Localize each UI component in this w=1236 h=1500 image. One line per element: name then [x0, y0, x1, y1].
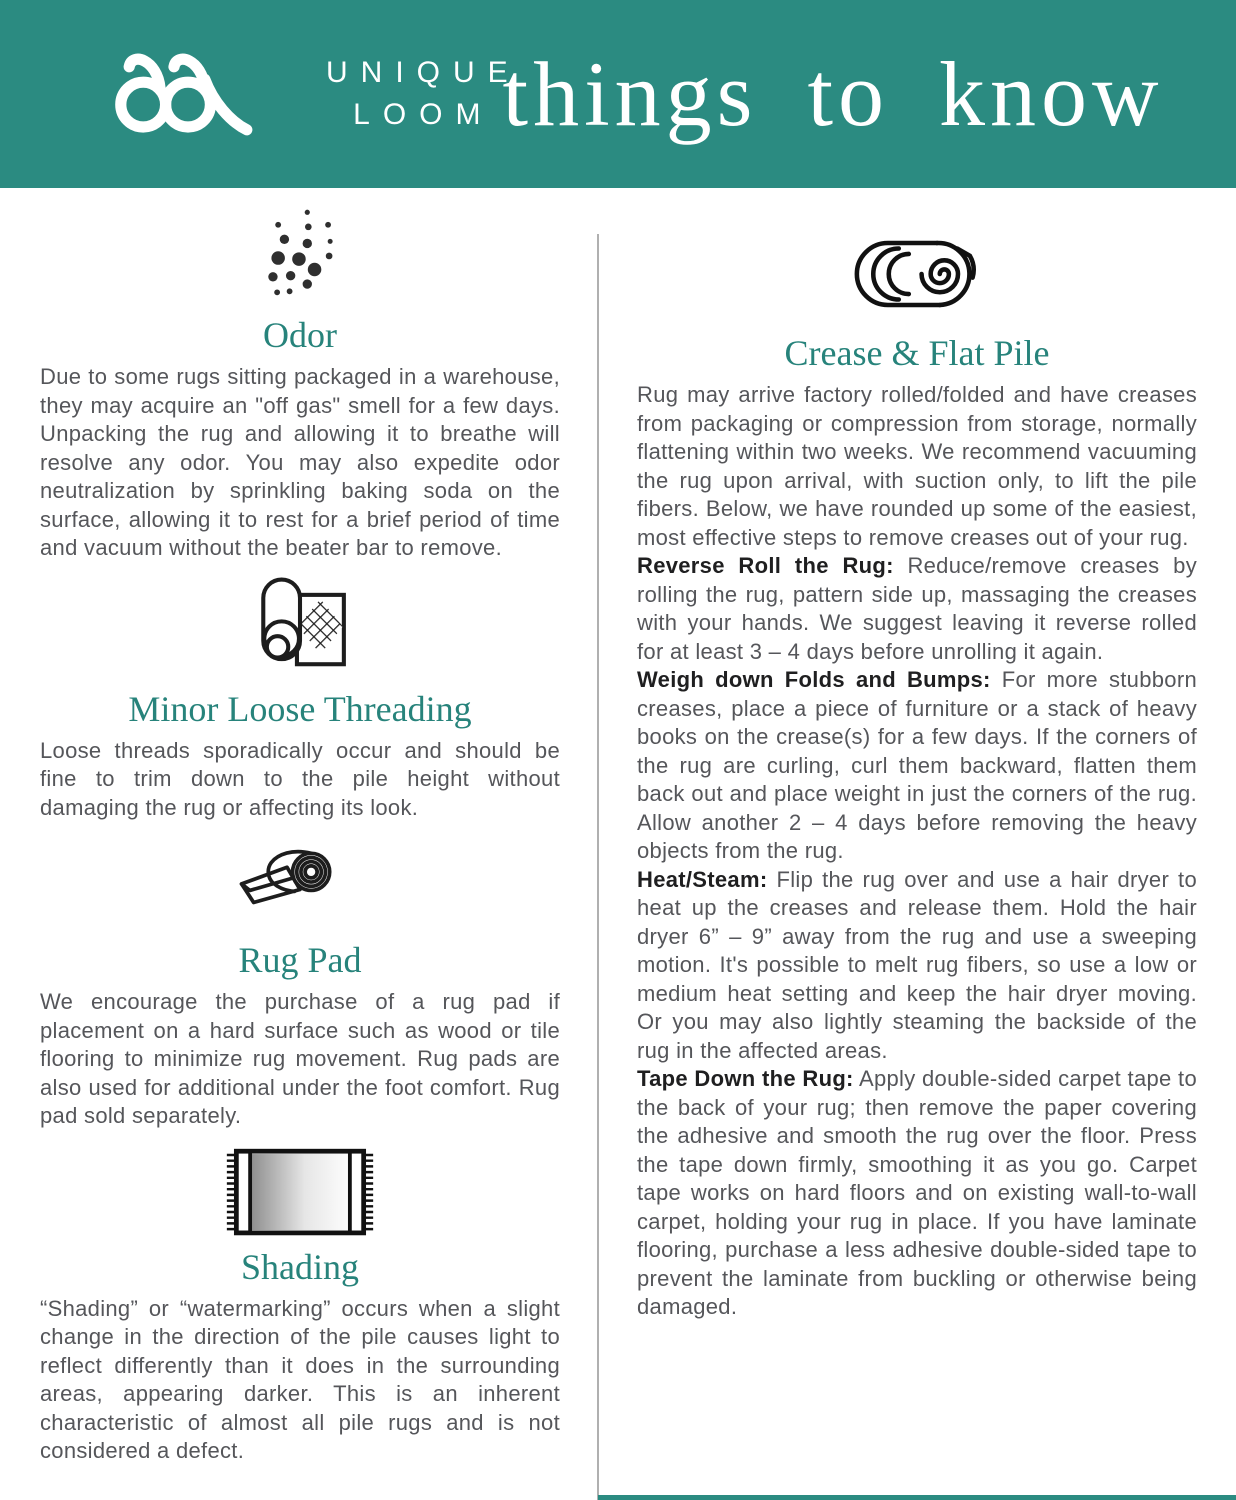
right-column [637, 188, 1197, 1322]
brand-line-unique: UNIQUE [326, 56, 521, 89]
header-banner [0, 0, 1236, 188]
column-divider [597, 234, 599, 1500]
unique-loom-logo-icon [104, 42, 314, 142]
brand-line-loom: LOOM [353, 98, 494, 131]
tip-body-heat-steam: Flip the rug over and use a hair dryer to heat up the creases and release them. Hold the hair dryer 6” – 9” away from the rug and use a sweeping motion. It's possible to melt rug fibers, so use a low or medium heat setting and keep the hair dryer moving. Or you may also lightly steaming the backside of the rug in the affected areas. [637, 866, 1197, 1063]
section-body-odor: Due to some rugs sitting packaged in a warehouse, they may acquire an "off gas" smell for a few days. Unpacking the rug and allowing it to breathe will resolve any odor. You may also expedite odor neutralization by sprinkling baking soda on the surface, allowing it to rest for a brief period of time and vacuum without the beater bar to remove. [40, 364, 560, 560]
section-body-threading: Loose threads sporadically occur and should be fine to trim down to the pile height without damaging the rug or affecting its look. [40, 737, 560, 820]
rug-pad-roll-icon [40, 832, 560, 934]
tip-tape-down [637, 1065, 1197, 1322]
tip-lead-tape-down: Tape Down the Rug: [637, 1066, 854, 1091]
tip-reverse-roll [637, 552, 1197, 666]
section-heading-shading: Shading [240, 1246, 359, 1287]
section-heading-threading: Minor Loose Threading [128, 688, 472, 729]
section-body-rug-pad: We encourage the purchase of a rug pad if placement on a hard surface such as wood or tile flooring to minimize rug movement. Rug pads are also used for additional under the foot comfort. Rug pad sold separately. [40, 989, 560, 1128]
page-title: things to know [502, 43, 1164, 145]
shaded-rug-icon [40, 1145, 560, 1241]
rolled-rug-corner-icon [40, 571, 560, 683]
tip-lead-heat-steam: Heat/Steam: [637, 866, 768, 892]
section-heading-odor: Odor [263, 315, 337, 355]
tip-body-reverse-roll: Reduce/remove creases by rolling the rug, pattern side up, massaging the creases with your hands. We suggest leaving it reverse rolled for at least 3 – 4 days before unrolling it again. [637, 553, 1198, 664]
section-body-shading: “Shading” or “watermarking” occurs when a slight change in the direction of the pile causes light to reflect differently than it does in the surrounding areas, appearing darker. This is an inherent characteristic of almost all pile rugs and is not considered a defect. [40, 1295, 560, 1463]
tip-heat-steam [637, 866, 1197, 1066]
section-heading-rug-pad: Rug Pad [238, 940, 362, 980]
tip-body-tape-down: Apply double-sided carpet tape to the back of your rug; then remove the paper covering the adhesive and smooth the rug over the floor. Press the tape down firmly, smoothing it as you go. Carpet tape works on hard floors and on existing wall-to-wall carpet, holding your rug in place. If you have laminate flooring, purchase a less adhesive double-sided tape to prevent the laminate from buckling or otherwise being damaged. [637, 1066, 1198, 1319]
section-heading-crease: Crease & Flat Pile [784, 333, 1050, 373]
left-column [40, 188, 560, 1466]
tip-weigh-down [637, 666, 1197, 866]
tip-body-weigh-down: For more stubborn creases, place a piece of furniture or a stack of heavy books on the crease(s) for a few days. If the corners of the rug are curling, curl them backward, flatten them back out and place weight in just the corners of the rug. Allow another 2 – 4 days before removing the heavy objects from the rug. [637, 667, 1197, 863]
crease-intro: Rug may arrive factory rolled/folded and have creases from packaging or compression from storage, normally flattening within two weeks. We recommend vacuuming the rug upon arrival, with suction only, to lift the pile fibers. Below, we have rounded up some of the easiest, most effective steps to remove creases out of your rug. [637, 382, 1197, 550]
tip-lead-weigh-down: Weigh down Folds and Bumps: [637, 667, 991, 692]
tip-lead-reverse-roll: Reverse Roll the Rug: [637, 553, 894, 578]
odor-dots-icon [40, 205, 560, 309]
rolled-rug-side-icon [637, 233, 1197, 315]
bottom-accent-bar [598, 1495, 1236, 1500]
